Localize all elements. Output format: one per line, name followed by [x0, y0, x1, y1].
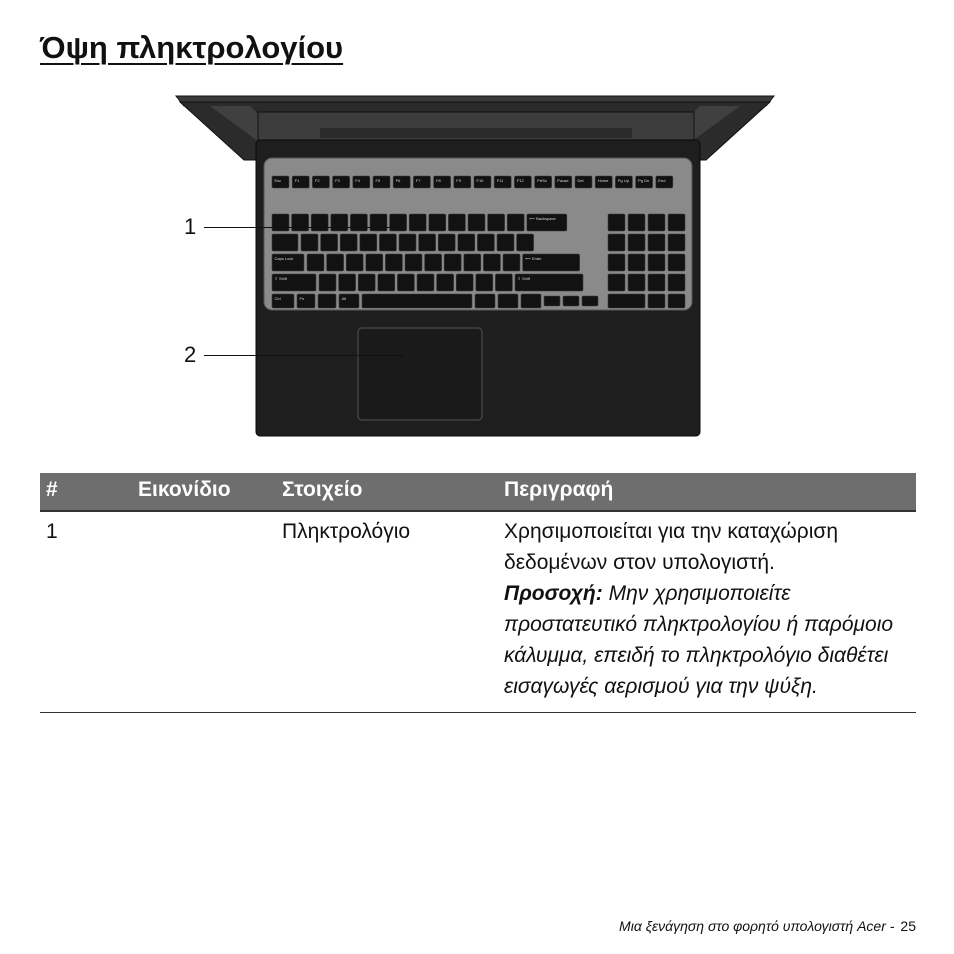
key	[339, 274, 356, 291]
key	[378, 274, 395, 291]
key-shift-right-label: ⇧ Shift	[517, 276, 530, 281]
key-numpad	[648, 254, 665, 271]
key-arrow	[544, 296, 560, 306]
row-note	[504, 578, 910, 702]
key	[350, 214, 367, 231]
key-numpad	[668, 214, 685, 231]
key-numpad-0	[608, 294, 645, 308]
header-number: #	[40, 473, 132, 511]
note-text: Μην χρησιμοποιείτε προστατευτικό πληκτρολογίου ή παρόμοιο κάλυμμα, επειδή το πληκτρολόγιο διαθέτει εισαγωγές αερισμού για την ψύξη.	[504, 582, 894, 698]
key-numpad	[628, 214, 645, 231]
key-fn-row-label: PrtSc	[537, 178, 547, 183]
laptop-top-view-illustration	[170, 90, 782, 438]
key-fn-row-label: F8	[436, 178, 441, 183]
key-numpad	[628, 254, 645, 271]
key	[399, 234, 416, 251]
key-numpad	[648, 234, 665, 251]
key	[521, 294, 541, 308]
key-arrow	[582, 296, 598, 306]
callout-line-1	[204, 227, 402, 228]
key	[319, 274, 336, 291]
key-fn-row-label: Home	[597, 178, 609, 183]
key	[307, 254, 324, 271]
component-table	[40, 473, 916, 713]
key	[346, 254, 363, 271]
key	[475, 294, 495, 308]
row-number: 1	[40, 511, 132, 713]
key	[360, 234, 377, 251]
key-fn-row-label: F7	[415, 178, 421, 183]
key	[385, 254, 402, 271]
key-fn-row-label: Pause	[557, 178, 569, 183]
key-fn-row-label: F6	[395, 178, 401, 183]
key	[390, 214, 407, 231]
key	[477, 234, 494, 251]
key	[476, 274, 493, 291]
key-fn-row-label: F10	[476, 178, 484, 183]
key-fn-row-label: F12	[516, 178, 524, 183]
table-row	[40, 511, 916, 713]
page-title: Όψη πληκτρολογίου	[40, 30, 344, 65]
key	[448, 214, 465, 231]
key-fn-label: Fn	[299, 296, 305, 301]
key-fn-row-label: F4	[355, 178, 360, 183]
key-numpad	[668, 234, 685, 251]
key	[272, 214, 289, 231]
key	[358, 274, 375, 291]
key-numpad	[668, 274, 685, 291]
key-fn-row-label: F5	[375, 178, 381, 183]
key-tab	[272, 234, 298, 251]
key	[331, 214, 348, 231]
key	[409, 214, 426, 231]
key-backspace-label: ⟵ Backspace	[529, 216, 556, 221]
key	[397, 274, 414, 291]
key	[340, 234, 357, 251]
header-icon: Εικονίδιο	[132, 473, 276, 511]
page-footer	[619, 918, 916, 934]
key-caps-lock-label: Caps Lock	[274, 256, 294, 261]
callout-number-1: 1	[184, 214, 197, 239]
key-numpad	[668, 254, 685, 271]
key	[437, 274, 454, 291]
key	[468, 214, 485, 231]
key-numpad	[648, 294, 665, 308]
key-alt-label: Alt	[341, 296, 347, 301]
key	[495, 274, 512, 291]
key-numpad	[628, 234, 645, 251]
key-fn-row-label: Esc	[274, 178, 282, 183]
key-windows	[318, 294, 336, 308]
key	[327, 254, 344, 271]
key	[419, 234, 436, 251]
key-numpad	[608, 274, 625, 291]
key	[379, 234, 396, 251]
key-ctrl-label: Ctrl	[274, 296, 281, 301]
key	[321, 234, 338, 251]
key-fn-row-label: F11	[496, 178, 504, 183]
header-element: Στοιχείο	[276, 473, 498, 511]
header-description: Περιγραφή	[498, 473, 916, 511]
key-fn-row-label: F3	[335, 178, 340, 183]
key	[464, 254, 481, 271]
key-space	[362, 294, 472, 308]
key-numpad	[628, 274, 645, 291]
key-fn-row-label: Pg Dn	[638, 178, 650, 183]
key-numpad	[648, 274, 665, 291]
key-fn-row-label: End	[658, 178, 666, 183]
footer-text: Μια ξενάγηση στο φορητό υπολογιστή Acer -	[619, 918, 895, 934]
callout-number-2: 2	[184, 342, 197, 367]
key	[366, 254, 383, 271]
key-fn-row-label: F2	[314, 178, 320, 183]
key	[456, 274, 473, 291]
table-header-row	[40, 473, 916, 511]
row-element: Πληκτρολόγιο	[276, 511, 498, 713]
key	[488, 214, 505, 231]
callout-line-2	[204, 355, 404, 356]
key	[483, 254, 500, 271]
key-enter-label: ⟵ Enter	[525, 256, 542, 261]
key-fn-row-label: Pg Up	[617, 178, 630, 183]
key-fn-row-label: F1	[294, 178, 300, 183]
key	[503, 254, 520, 271]
key	[517, 234, 534, 251]
key	[311, 214, 328, 231]
key	[444, 254, 461, 271]
key	[438, 234, 455, 251]
key	[429, 214, 446, 231]
key-fn-row-label: F9	[456, 178, 461, 183]
key-numpad	[668, 294, 685, 308]
note-label: Προσοχή:	[504, 582, 603, 605]
key-numpad	[608, 234, 625, 251]
key	[458, 234, 475, 251]
touchpad	[358, 328, 482, 420]
key	[292, 214, 309, 231]
key	[301, 234, 318, 251]
key-numpad	[608, 214, 625, 231]
key-numpad	[648, 214, 665, 231]
row-description-cell	[498, 511, 916, 713]
key-shift-left-label: ⇧ Shift	[274, 276, 287, 281]
row-description: Χρησιμοποιείται για την καταχώριση δεδομένων στον υπολογιστή.	[504, 520, 839, 574]
key	[405, 254, 422, 271]
laptop-keyboard-figure	[170, 90, 782, 438]
key	[497, 234, 514, 251]
page-number: 25	[900, 918, 916, 934]
key	[498, 294, 518, 308]
key	[370, 214, 387, 231]
key	[417, 274, 434, 291]
key-numpad	[608, 254, 625, 271]
key-arrow	[563, 296, 579, 306]
key	[425, 254, 442, 271]
row-icon	[132, 511, 276, 713]
key-fn-row-label: Del	[577, 178, 584, 183]
key	[507, 214, 524, 231]
